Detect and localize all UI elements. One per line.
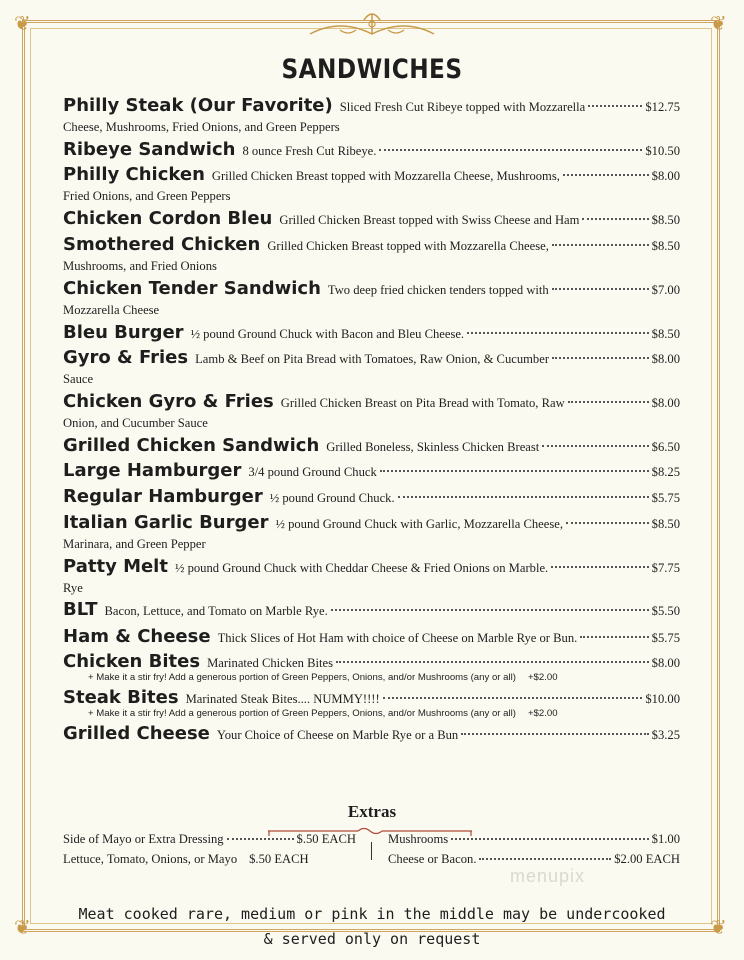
upgrade-text: + Make it a stir fry! Add a generous portion of Green Peppers, Onions, and/or Mushrooms (any or all) <box>88 672 516 683</box>
menu-item <box>63 94 680 136</box>
menu-item <box>63 459 680 483</box>
item-name: Chicken Bites <box>63 651 201 672</box>
menu-item <box>63 346 680 388</box>
item-name: BLT <box>63 599 98 620</box>
item-description: Grilled Chicken Breast on Pita Bread with Tomato, Raw <box>280 396 565 410</box>
item-name: Ham & Cheese <box>63 626 211 647</box>
item-description: Your Choice of Cheese on Marble Rye or a Bun <box>216 728 459 742</box>
item-price: $3.25 <box>651 728 680 742</box>
corner-ornament-icon: ❦ <box>710 917 727 939</box>
item-price: $8.25 <box>651 465 680 479</box>
menu-item <box>63 686 680 720</box>
extra-item <box>63 852 356 867</box>
item-description: Bacon, Lettuce, and Tomato on Marble Rye. <box>104 604 328 618</box>
item-price: $10.50 <box>645 144 680 158</box>
item-description: ½ pound Ground Chuck with Bacon and Bleu Cheese. <box>190 327 465 341</box>
menu-item <box>63 233 680 275</box>
item-description-continued: Fried Onions, and Green Peppers <box>63 189 231 203</box>
item-price: $6.50 <box>651 440 680 454</box>
item-description-continued: Onion, and Cucumber Sauce <box>63 416 208 430</box>
menu-item <box>63 277 680 319</box>
item-price: $10.00 <box>645 692 680 706</box>
extra-label: Lettuce, Tomato, Onions, or Mayo <box>63 852 238 866</box>
menu-items-list <box>63 94 680 746</box>
extra-price: $.50 EACH <box>249 852 309 866</box>
item-name: Philly Steak (Our Favorite) <box>63 95 333 116</box>
item-name: Chicken Cordon Bleu <box>63 208 273 229</box>
extra-item <box>63 832 356 847</box>
item-price: $8.50 <box>651 327 680 341</box>
item-name: Bleu Burger <box>63 322 184 343</box>
extras-center-divider <box>371 842 372 860</box>
item-description-continued: Mozzarella Cheese <box>63 303 160 317</box>
dot-leader <box>383 697 643 699</box>
extras-title: Extras <box>347 802 397 821</box>
item-name: Patty Melt <box>63 556 168 577</box>
menu-item <box>63 722 680 746</box>
item-description: ½ pound Ground Chuck with Cheddar Cheese & Fried Onions on Marble. <box>174 561 549 575</box>
item-description-continued: Cheese, Mushrooms, Fried Onions, and Green Peppers <box>63 120 340 134</box>
extra-price: $2.00 EACH <box>614 852 680 866</box>
item-description-continued: Rye <box>63 581 83 595</box>
item-description: 8 ounce Fresh Cut Ribeye. <box>242 144 377 158</box>
menu-item <box>63 598 680 622</box>
item-price: $7.00 <box>651 283 680 297</box>
item-price: $8.50 <box>651 213 680 227</box>
menu-item <box>63 650 680 684</box>
top-flourish-icon <box>300 6 444 46</box>
item-description: Marinated Chicken Bites <box>207 656 333 670</box>
upgrade-price: +$2.00 <box>527 672 558 683</box>
item-price: $7.75 <box>651 561 680 575</box>
corner-ornament-icon: ❦ <box>14 13 31 35</box>
dot-leader <box>582 218 648 220</box>
item-upgrade-note <box>63 707 680 720</box>
menu-item <box>63 321 680 345</box>
extra-price: $1.00 <box>651 832 680 846</box>
menu-item <box>63 207 680 231</box>
extra-price: $.50 EACH <box>296 832 356 846</box>
item-price: $8.00 <box>651 169 680 183</box>
item-name: Chicken Gyro & Fries <box>63 391 274 412</box>
dot-leader <box>566 522 649 524</box>
item-price: $8.00 <box>651 396 680 410</box>
item-description: Grilled Chicken Breast topped with Mozzarella Cheese, <box>267 239 549 253</box>
item-name: Grilled Chicken Sandwich <box>63 435 320 456</box>
item-description: Grilled Chicken Breast topped with Swiss Cheese and Ham <box>279 213 580 227</box>
dot-leader <box>552 288 649 290</box>
item-description-continued: Mushrooms, and Fried Onions <box>63 259 217 273</box>
item-name: Ribeye Sandwich <box>63 139 236 160</box>
extra-label: Mushrooms <box>388 832 449 846</box>
item-description: Grilled Chicken Breast topped with Mozzarella Cheese, Mushrooms, <box>211 169 560 183</box>
item-price: $5.75 <box>651 491 680 505</box>
footer-line-1: Meat cooked rare, medium or pink in the middle may be undercooked <box>78 905 666 923</box>
item-description: ½ pound Ground Chuck with Garlic, Mozzarella Cheese, <box>275 517 563 531</box>
item-description: Sliced Fresh Cut Ribeye topped with Mozzarella <box>339 100 586 114</box>
corner-ornament-icon: ❦ <box>14 917 31 939</box>
item-price: $12.75 <box>645 100 680 114</box>
item-description: Marinated Steak Bites.... NUMMY!!!! <box>185 692 380 706</box>
menu-item <box>63 625 680 649</box>
item-description: ½ pound Ground Chuck. <box>269 491 395 505</box>
item-description: Lamb & Beef on Pita Bread with Tomatoes, Raw Onion, & Cucumber <box>195 352 550 366</box>
item-price: $8.00 <box>651 352 680 366</box>
menu-item <box>63 485 680 509</box>
dot-leader <box>588 105 642 107</box>
upgrade-text: + Make it a stir fry! Add a generous portion of Green Peppers, Onions, and/or Mushrooms (any or all) <box>88 708 516 719</box>
item-description-continued: Marinara, and Green Pepper <box>63 537 206 551</box>
upgrade-price: +$2.00 <box>527 708 558 719</box>
menu-item <box>63 138 680 162</box>
dot-leader <box>568 401 649 403</box>
item-name: Gyro & Fries <box>63 347 189 368</box>
menu-item <box>63 434 680 458</box>
footer-line-2: & served only on request <box>263 930 481 948</box>
item-price: $8.50 <box>651 239 680 253</box>
item-name: Regular Hamburger <box>63 486 263 507</box>
item-description: Grilled Boneless, Skinless Chicken Breast <box>326 440 540 454</box>
item-name: Philly Chicken <box>63 164 205 185</box>
watermark: menupix <box>510 866 586 886</box>
dot-leader <box>398 496 649 498</box>
dot-leader <box>467 332 649 334</box>
menu-item <box>63 555 680 597</box>
item-description: Two deep fried chicken tenders topped with <box>327 283 549 297</box>
item-price: $8.50 <box>651 517 680 531</box>
dot-leader <box>563 174 649 176</box>
menu-item <box>63 163 680 205</box>
dot-leader <box>379 149 642 151</box>
extra-item <box>388 832 680 847</box>
dot-leader <box>331 609 649 611</box>
dot-leader <box>551 566 648 568</box>
page-title: SANDWICHES <box>281 54 463 85</box>
dot-leader <box>580 636 648 638</box>
dot-leader <box>461 733 648 735</box>
item-name: Smothered Chicken <box>63 234 261 255</box>
item-name: Grilled Cheese <box>63 723 210 744</box>
item-upgrade-note <box>63 671 680 684</box>
menu-item <box>63 390 680 432</box>
item-price: $8.00 <box>651 656 680 670</box>
item-name: Large Hamburger <box>63 460 242 481</box>
extra-label: Cheese or Bacon. <box>388 852 477 866</box>
item-price: $5.50 <box>651 604 680 618</box>
extra-label: Side of Mayo or Extra Dressing <box>63 832 224 846</box>
dot-leader <box>552 357 649 359</box>
item-price: $5.75 <box>651 631 680 645</box>
extra-item <box>388 852 680 867</box>
dot-leader <box>542 445 648 447</box>
dot-leader <box>380 470 649 472</box>
dot-leader <box>552 244 649 246</box>
item-description: 3/4 pound Ground Chuck <box>248 465 377 479</box>
corner-ornament-icon: ❦ <box>710 13 727 35</box>
menu-item <box>63 511 680 553</box>
item-description-continued: Sauce <box>63 372 94 386</box>
item-name: Chicken Tender Sandwich <box>63 278 321 299</box>
item-description: Thick Slices of Hot Ham with choice of Cheese on Marble Rye or Bun. <box>217 631 578 645</box>
item-name: Steak Bites <box>63 687 179 708</box>
item-name: Italian Garlic Burger <box>63 512 269 533</box>
dot-leader <box>336 661 649 663</box>
